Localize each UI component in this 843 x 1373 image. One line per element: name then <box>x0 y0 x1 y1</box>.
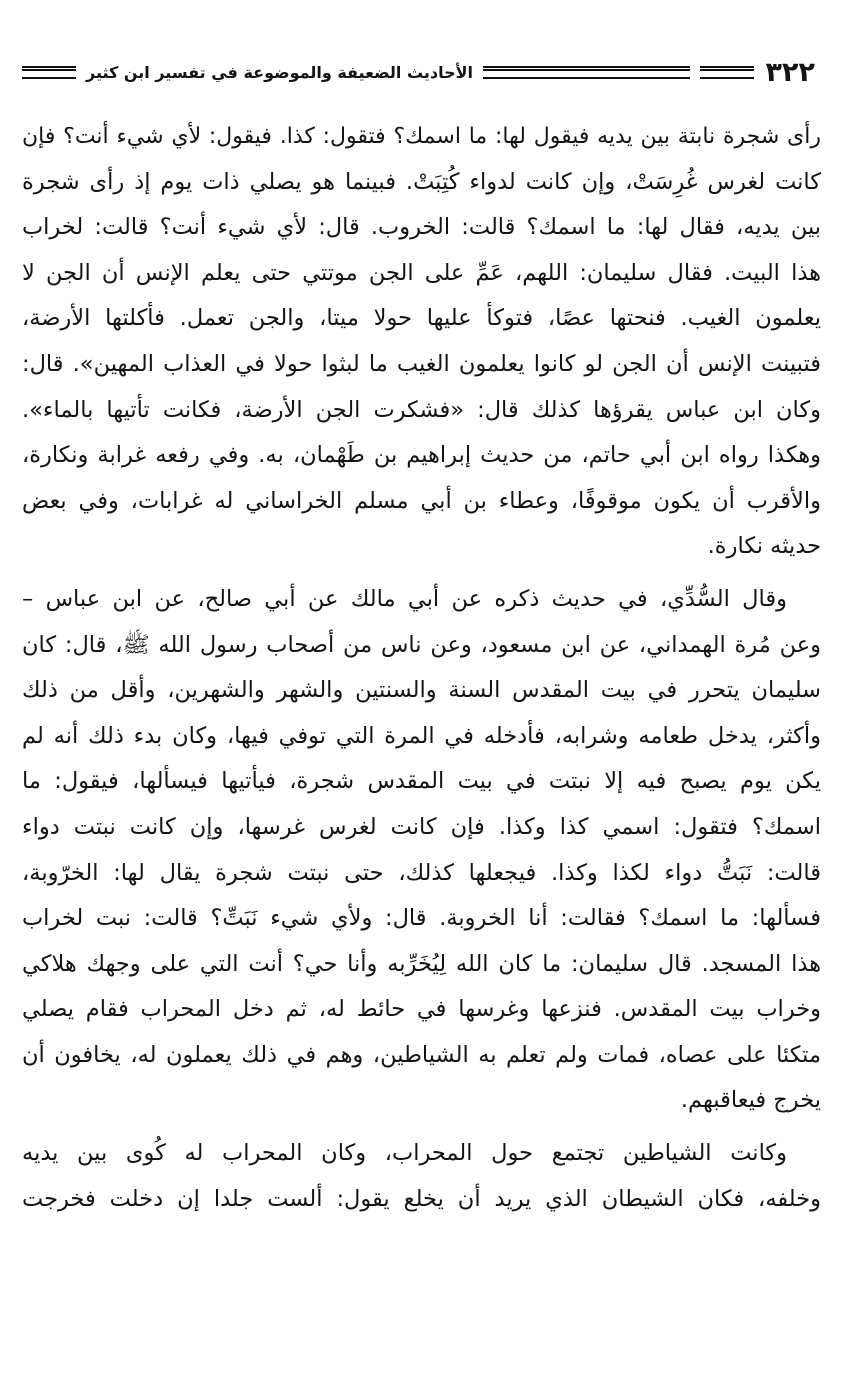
paragraph <box>22 577 821 1124</box>
text-line: اسمك؟ فتقول: اسمي كذا وكذا. فإن كانت لغرس غرسها، وإن كانت نبتت دواء <box>22 813 821 840</box>
text-line: وأكثر، يدخل طعامه وشرابه، فأدخله في المرة التي توفي فيها، وكان بدء ذلك أنه لم <box>22 722 821 749</box>
text-line: بين يديه، فقال لها: ما اسمك؟ قالت: الخروب. قال: لأي شيء أنت؟ قالت: لخراب <box>22 214 821 241</box>
text-line: رأى شجرة نابتة بين يديه فيقول لها: ما اسمك؟ فتقول: كذا. فيقول: لأي شيء أنت؟ فإن <box>22 124 821 149</box>
text-line: فسألها: ما اسمك؟ فقالت: أنا الخروبة. قال: ولأي شيء نَبَتِّ؟ قالت: نبت لخراب <box>22 905 821 932</box>
paragraph <box>22 114 821 570</box>
page-number: ٣٢٢ <box>765 56 815 88</box>
text-line: يخرج فيعاقبهم. <box>680 1087 821 1114</box>
running-header <box>22 52 821 92</box>
text-line: يكن يوم يصبح فيه إلا نبتت في بيت المقدس شجرة، فيأتيها فيسألها، فيقول: ما <box>22 768 821 795</box>
paragraph <box>22 1131 821 1222</box>
text-line: وكان ابن عباس يقرؤها كذلك قال: «فشكرت الجن الأرضة، فكانت تأتيها بالماء». <box>22 396 821 423</box>
text-line: كانت لغرس غُرِسَتْ، وإن كانت لدواء كُتِبَتْ. فبينما هو يصلي ذات يوم إذ رأى شجرة <box>22 168 821 195</box>
text-line: وقال السُّدِّي، في حديث ذكره عن أبي مالك عن أبي صالح، عن ابن عباس – <box>22 585 787 612</box>
text-line: سليمان يتحرر في بيت المقدس السنة والسنتين والشهر والشهرين، وأقل من ذلك <box>22 677 821 704</box>
text-line: قالت: نَبَتُّ دواء لكذا وكذا. فيجعلها كذلك، حتى نبتت شجرة يقال لها: الخرّوبة، <box>22 859 821 886</box>
text-line: وهكذا رواه ابن أبي حاتم، من حديث إبراهيم بن طَهْمان، به. وفي رفعه غرابة ونكارة، <box>22 442 821 469</box>
text-line: حديثه نكارة. <box>707 533 821 560</box>
text-line: يعلمون الغيب. فنحتها عصًا، فتوكأ عليها حولا ميتا، والجن تعمل. فأكلتها الأرضة، <box>22 305 821 332</box>
header-rule-long <box>483 66 690 79</box>
text-line: فتبينت الإنس أن الجن لو كانوا يعلمون الغيب ما لبثوا حولا في العذاب المهين». قال: <box>22 350 821 377</box>
text-line: وخراب بيت المقدس. فنزعها وغرسها في حائط له، ثم دخل المحراب فقام يصلي <box>22 996 821 1023</box>
running-title: الأحاديث الضعيفة والموضوعة في تفسير ابن كثير <box>86 62 474 82</box>
body-text <box>22 114 821 1222</box>
text-line: هذا المسجد. قال سليمان: ما كان الله لِيُخَرِّبه وأنا حي؟ أنت التي على وجهك هلاكي <box>22 950 821 977</box>
text-line: هذا البيت. فقال سليمان: اللهم، عَمِّ على الجن موتتي حتى يعلم الإنس أن الجن لا <box>22 259 821 286</box>
text-line: والأقرب أن يكون موقوفًا، وعطاء بن أبي مسلم الخراساني له غرابات، وفي بعض <box>22 487 821 514</box>
text-line: وخلفه، فكان الشيطان الذي يريد أن يخلع يقول: ألست جلدا إن دخلت فخرجت <box>22 1185 821 1212</box>
text-line: متكئا على عصاه، فمات ولم تعلم به الشياطين، وهم في ذلك يعملون له، يخافون أن <box>22 1041 821 1068</box>
book-page <box>22 52 821 1373</box>
text-line: وكانت الشياطين تجتمع حول المحراب، وكان المحراب له كُوى بين يديه <box>22 1140 787 1167</box>
header-rule-end <box>22 66 76 79</box>
header-rule-short <box>700 66 754 79</box>
text-line: وعن مُرة الهمداني، عن ابن مسعود، وعن ناس من أصحاب رسول الله ﷺ، قال: كان <box>22 631 821 658</box>
